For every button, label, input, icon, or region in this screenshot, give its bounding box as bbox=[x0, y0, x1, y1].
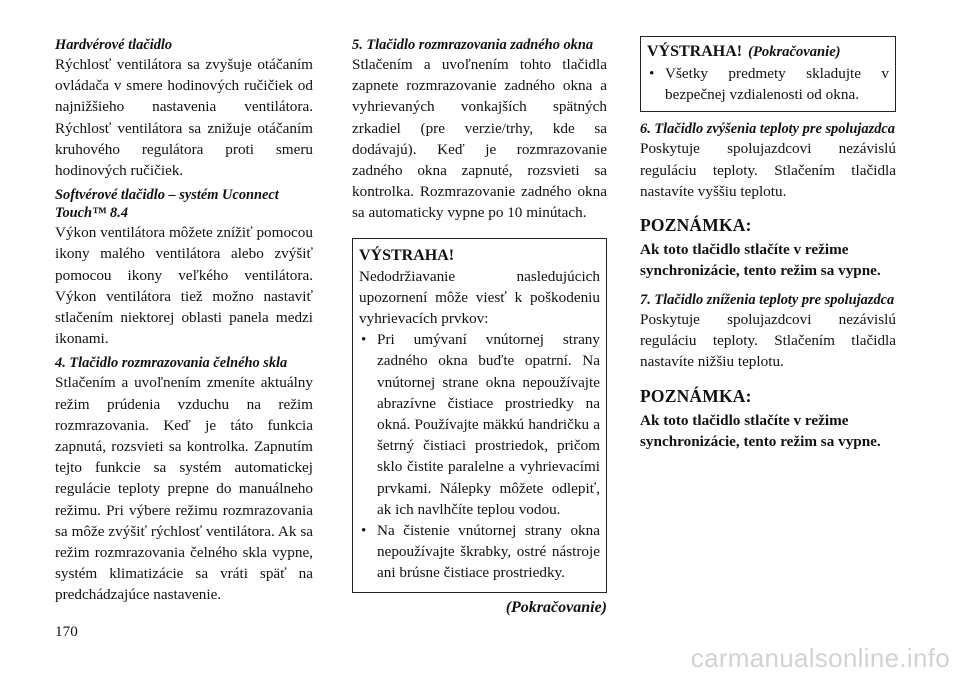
software-button-text: Výkon ventilátora môžete znížiť pomocou ikony malého ventilátora alebo zvýšiť pomocou ikony veľkého ventilátora. Výkon ventilátora tiež možno nastaviť stlačením niektorej oblasti panela medzi ikonami. bbox=[55, 224, 313, 348]
page-number: 170 bbox=[55, 623, 78, 640]
front-defrost-heading: 4. Tlačidlo rozmrazovania čelného skla bbox=[55, 355, 288, 372]
passenger-temp-up-heading: 6. Tlačidlo zvýšenia teploty pre spolujazdca bbox=[640, 121, 896, 138]
warning-intro: Nedodržiavanie nasledujúcich upozornení môže viesť k poškodeniu vyhrievacích prvkov: bbox=[359, 267, 600, 328]
note-text: Ak toto tlačidlo stlačíte v režime synchronizácie, tento režim sa vypne. bbox=[640, 241, 881, 280]
right-column bbox=[640, 36, 896, 452]
warning-box-continued bbox=[640, 36, 896, 112]
warning-bullet: • Na čistenie vnútornej strany okna nepoužívajte škrabky, ostré nástroje ani brúsne čistiace prostriedky. bbox=[359, 520, 600, 584]
warning-title-continued bbox=[647, 41, 889, 63]
rear-defrost-text: Stlačením a uvoľnením tohto tlačidla zapnete rozmrazovanie zadného okna a vyhrievaných vonkajších spätných zrkadiel (pre verzie/trhy, kde sa dodávajú). Keď je rozmrazovanie zadného okna zapnuté, rozsvieti sa kontrolka. Rozmrazovanie zadného okna sa automaticky vypne po 10 minútach. bbox=[352, 56, 607, 222]
passenger-temp-down-text: Poskytuje spolujazdcovi nezávislú reguláciu teploty. Stlačením tlačidla nastavíte nižšiu teplotu. bbox=[640, 311, 896, 371]
warning-bullet-list bbox=[647, 63, 889, 105]
software-button-heading: Softvérové tlačidlo – systém Uconnect Touch™ 8.4 bbox=[55, 187, 279, 222]
rear-defrost-heading: 5. Tlačidlo rozmrazovania zadného okna bbox=[352, 37, 594, 53]
passenger-temp-up-text: Poskytuje spolujazdcovi nezávislú reguláciu teploty. Stlačením tlačidla nastavíte vyššiu teplotu. bbox=[640, 140, 896, 200]
left-column bbox=[55, 36, 313, 606]
warning-continued-label: (Pokračovanie) bbox=[748, 44, 841, 60]
warning-bullet: • Všetky predmety skladujte v bezpečnej vzdialenosti od okna. bbox=[647, 63, 889, 105]
front-defrost-text: Stlačením a uvoľnením zmeníte aktuálny režim prúdenia vzduchu na režim rozmrazovania. Keď je táto funkcia zapnutá, rozsvieti sa kontrolka. Zapnutím tejto funkcie sa systém automatickej regulácie teploty prepne do manuálneho režimu. Pri výbere režimu rozmrazovania sa môže zvýšiť rýchlosť ventilátora. Ak sa režim rozmrazovania čelného skla vypne, systém klimatizácie sa vráti späť na predchádzajúce nastavenie. bbox=[55, 374, 313, 604]
warning-bullet-list bbox=[359, 329, 600, 583]
note-text: Ak toto tlačidlo stlačíte v režime synchronizácie, tento režim sa vypne. bbox=[640, 411, 881, 450]
warning-box bbox=[352, 238, 607, 593]
warning-title-text: VÝSTRAHA! bbox=[647, 43, 743, 60]
hardware-button-text: Rýchlosť ventilátora sa zvyšuje otáčaním ovládača v smere hodinových ručičiek od najnižšieho nastavenia ventilátora. Rýchlosť ventilátora sa znižuje otáčaním kruhového regulátora proti smeru hodinových ručičiek. bbox=[55, 56, 313, 180]
continued-label: (Pokračovanie) bbox=[505, 598, 607, 616]
passenger-temp-down-heading: 7. Tlačidlo zníženia teploty pre spolujazdca bbox=[640, 292, 895, 309]
warning-title: VÝSTRAHA! bbox=[359, 246, 455, 264]
note-title: POZNÁMKA: bbox=[640, 385, 752, 406]
note-title: POZNÁMKA: bbox=[640, 215, 752, 236]
watermark: carmanualsonline.info bbox=[690, 643, 950, 673]
middle-column bbox=[352, 36, 607, 619]
hardware-button-heading: Hardvérové tlačidlo bbox=[55, 37, 173, 53]
warning-bullet: • Pri umývaní vnútornej strany zadného okna buďte opatrní. Na vnútornej strane okna nepoužívajte abrazívne čistiace prostriedky na okná. Používajte mäkkú handričku a šetrný čistiaci prostriedok, pričom sklo čistite paralelne a vyhrievacími prvkami. Nálepky môžete odlepiť, ak ich navlhčíte teplou vodou. bbox=[359, 329, 600, 520]
